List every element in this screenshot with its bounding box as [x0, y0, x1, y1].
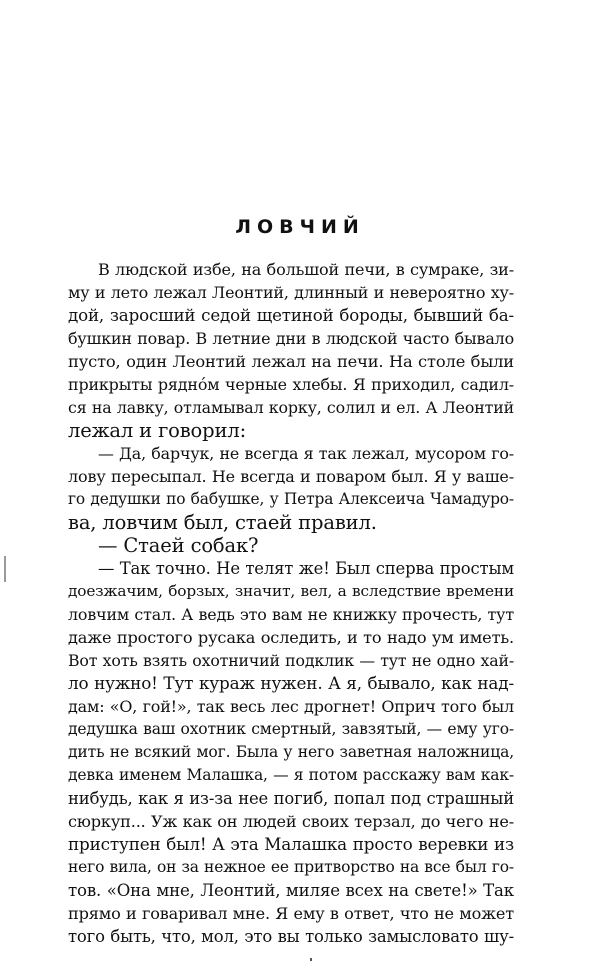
scan-speck: [310, 958, 312, 961]
text-line: — Стаей собак?: [98, 534, 259, 557]
text-line: дой, заросший седой щетиной бороды, бывший ба-: [68, 306, 514, 325]
text-line: Вот хоть взять охотничий подклик — тут не одно хай-: [68, 651, 514, 670]
text-line: доезжачим, борзых, значит, вел, а вследствие времени: [68, 582, 514, 600]
text-line: пусто, один Леонтий лежал на печи. На столе были: [68, 352, 514, 371]
text-line: — Так точно. Не телят же! Был сперва простым: [98, 559, 514, 578]
text-line: приступен был! А эта Малашка просто веревки из: [68, 834, 514, 854]
text-line: го дедушки по бабушке, у Петра Алексеича Чамадуро-: [68, 490, 514, 508]
body-text: [68, 258, 514, 948]
text-line: лову пересыпал. Не всегда и поваром был. Я у ваше-: [68, 467, 514, 486]
text-line: нибудь, как я из-за нее погиб, попал под страшный: [68, 789, 514, 808]
text-line: лежал и говорил:: [68, 419, 246, 442]
text-line: сюркуп... Уж как он людей своих терзал, до чего не-: [68, 812, 514, 831]
text-line: дам: «О, гой!», так весь лес дрогнет! Оприч того был: [68, 697, 514, 716]
scan-edge-mark: [4, 556, 6, 582]
text-line: ся на лавку, отламывал корку, солил и ел. А Леонтий: [68, 398, 514, 417]
text-line: ло нужно! Тут кураж нужен. А я, бывало, как над-: [68, 673, 514, 693]
chapter-title: ЛОВЧИЙ: [235, 216, 365, 238]
text-line: девка именем Малашка, — я потом расскажу вам как-: [68, 766, 514, 784]
text-line: — Да, барчук, не всегда я так лежал, мусором го-: [98, 444, 514, 463]
text-line: прикрыты рядно́м черные хлебы. Я приходил, садил-: [68, 375, 514, 394]
text-line: В людской избе, на большой печи, в сумраке, зи-: [98, 260, 514, 279]
text-line: ловчим стал. А ведь это вам не книжку прочесть, тут: [68, 605, 514, 624]
text-line: му и лето лежал Леонтий, длинный и невероятно ху-: [68, 283, 514, 302]
text-line: бушкин повар. В летние дни в людской часто бывало: [68, 329, 514, 348]
text-line: дедушка ваш охотник смертный, завзятый, — ему уго-: [68, 720, 514, 738]
text-line: того быть, что, мол, это вы только замысловато шу-: [68, 927, 514, 946]
text-line: дить не всякий мог. Была у него заветная наложница,: [68, 743, 514, 761]
text-line: даже простого русака оследить, и то надо ум иметь.: [68, 628, 514, 647]
text-line: него вила, он за нежное ее притворство на все был го-: [68, 858, 514, 876]
text-line: прямо и говаривал мне. Я ему в ответ, что не может: [68, 904, 514, 923]
text-line: ва, ловчим был, стаей правил.: [68, 511, 377, 534]
text-line: тов. «Она мне, Леонтий, миляе всех на свете!» Так: [68, 881, 514, 900]
